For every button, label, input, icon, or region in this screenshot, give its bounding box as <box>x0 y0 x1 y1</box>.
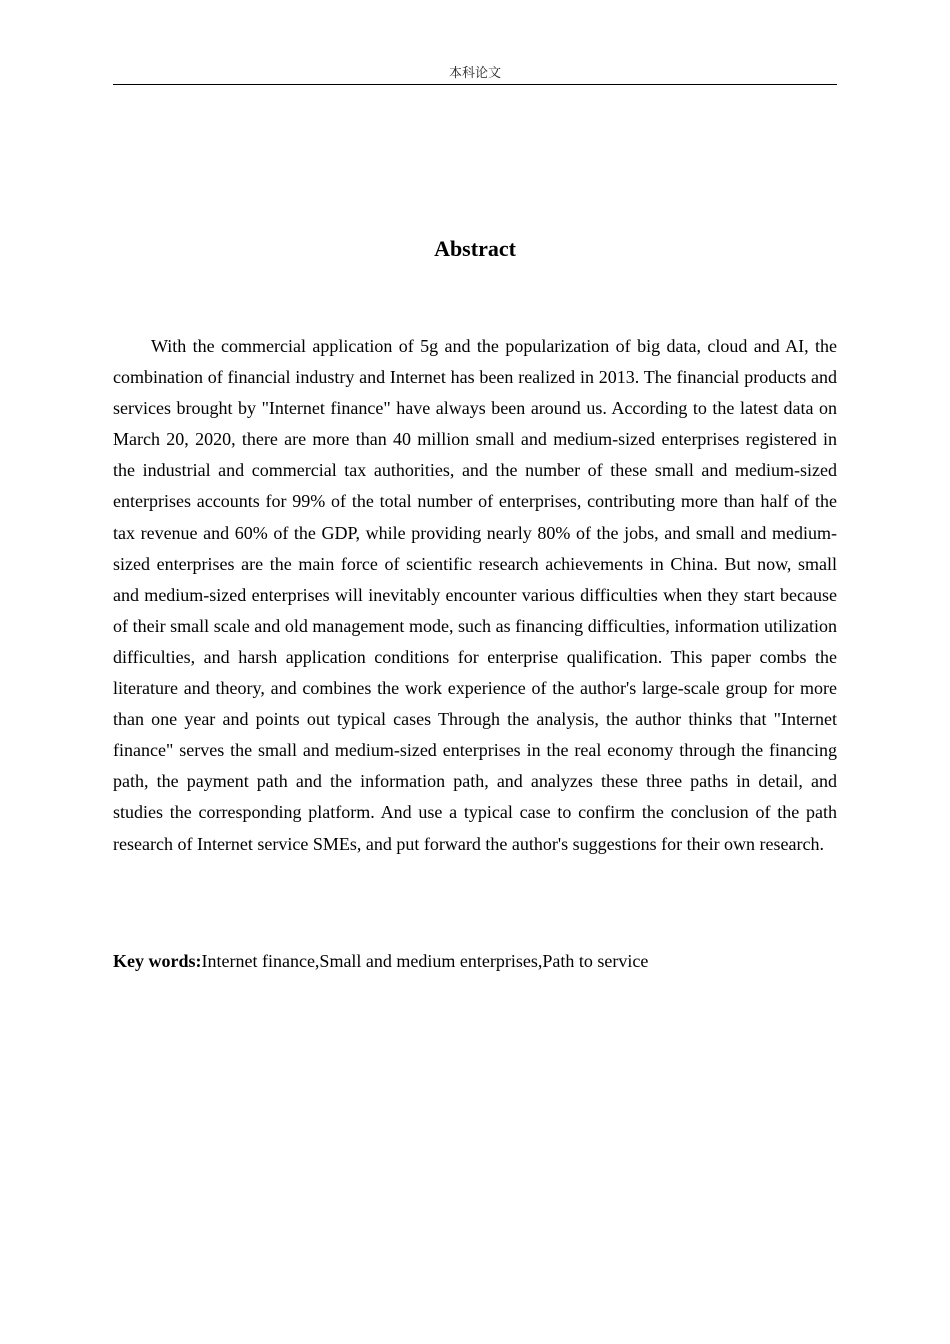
running-title: 本科论文 <box>448 66 501 81</box>
keywords-value: Internet finance,Small and medium enterprises,Path to service <box>201 951 649 971</box>
page-header <box>113 64 837 85</box>
abstract-title: Abstract <box>434 236 516 261</box>
keywords-line <box>113 946 837 977</box>
abstract-body: With the commercial application of 5g and the popularization of big data, cloud and AI, the combination of financial industry and Internet has been realized in 2013. The financial products and services brought by "Internet finance" have always been around us. According to the latest data on March 20, 2020, there are more than 40 million small and medium-sized enterprises registered in the industrial and commercial tax authorities, and the number of these small and medium-sized enterprises accounts for 99% of the total number of enterprises, contributing more than half of the tax revenue and 60% of the GDP, while providing nearly 80% of the jobs, and small and medium-sized enterprises are the main force of scientific research achievements in China. But now, small and medium-sized enterprises will inevitably encounter various difficulties when they start because of their small scale and old management mode, such as financing difficulties, information utilization difficulties, and harsh application conditions for enterprise qualification. This paper combs the literature and theory, and combines the work experience of the author's large-scale group for more than one year and points out typical cases Through the analysis, the author thinks that "Internet finance" serves the small and medium-sized enterprises in the real economy through the financing path, the payment path and the information path, and analyzes these three paths in detail, and studies the corresponding platform. And use a typical case to confirm the conclusion of the path research of Internet service SMEs, and put forward the author's suggestions for their own research. <box>113 336 837 854</box>
keywords-label: Key words: <box>113 951 202 971</box>
